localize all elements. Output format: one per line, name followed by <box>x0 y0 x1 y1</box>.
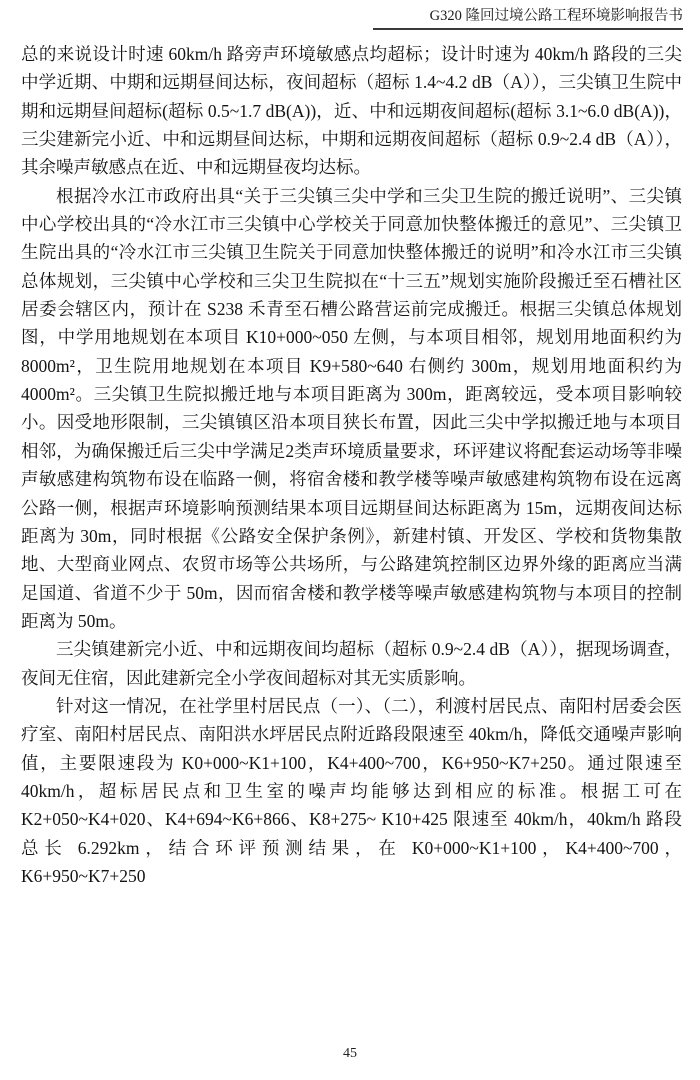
page-number: 45 <box>343 1046 357 1061</box>
page-header <box>373 6 683 30</box>
paragraph: 针对这一情况，在社学里村居民点（一）、（二），利渡村居民点、南阳村居委会医疗室、南阳村居民点、南阳洪水坪居民点附近路段限速至 40km/h，降低交通噪声影响值，主要限速段为 K0+000~K1+100，K4+400~700，K6+950~K7+250。通过限速至 40km/h，超标居民点和卫生室的噪声均能够达到相应的标准。根据工可在 K2+050~K4+020、K4+694~K6+866、K8+275~ K10+425 限速至 40km/h，40km/h 路段总长 6.292km，结合环评预测结果，在 K0+000~K1+100，K4+400~700，K6+950~K7+250 <box>21 695 682 886</box>
paragraph: 总的来说设计时速 60km/h 路旁声环境敏感点均超标；设计时速为 40km/h 路段的三尖中学近期、中期和远期昼间达标，夜间超标（超标 1.4~4.2 dB（A）），三尖镇卫生院中期和远期昼间超标(超标 0.5~1.7 dB(A))，近、中和远期夜间超标(超标 3.1~6.0 dB(A))，三尖建新完小近、中和远期昼间达标，中期和远期夜间超标（超标 0.9~2.4 dB（A）），其余噪声敏感点在近、中和远期昼夜均达标。 <box>21 44 682 178</box>
paragraph: 根据冷水江市政府出具“关于三尖镇三尖中学和三尖卫生院的搬迁说明”、三尖镇中心学校出具的“冷水江市三尖镇中心学校关于同意加快整体搬迁的意见”、三尖镇卫生院出具的“冷水江市三尖镇卫生院关于同意加快整体搬迁的说明”和冷水江市三尖镇总体规划，三尖镇中心学校和三尖卫生院拟在“十三五”规划实施阶段搬迁至石槽社区居委会辖区内，预计在 S238 禾青至石槽公路营运前完成搬迁。根据三尖镇总体规划图，中学用地规划在本项目 K10+000~050 左侧，与本项目相邻，规划用地面积约为 8000m²，卫生院用地规划在本项目 K9+580~640 右侧约 300m，规划用地面积约为 4000m²。三尖镇卫生院拟搬迁地与本项目距离为 300m，距离较远，受本项目影响较小。因受地形限制，三尖镇镇区沿本项目狭长布置，因此三尖中学拟搬迁地与本项目相邻，为确保搬迁后三尖中学满足2类声环境质量要求，环评建议将配套运动场等非噪声敏感建构筑物布设在临路一侧，将宿舍楼和教学楼等噪声敏感建构筑物布设在远离公路一侧，根据声环境影响预测结果本项目远期昼间达标距离为 15m，远期夜间达标距离为 30m，同时根据《公路安全保护条例》，新建村镇、开发区、学校和货物集散地、大型商业网点、农贸市场等公共场所，与公路建筑控制区边界外缘的距离应当满足国道、省道不少于 50m，因而宿舍楼和教学楼等噪声敏感建构筑物与本项目的控制距离为 50m。 <box>21 185 682 631</box>
page-footer <box>0 1046 700 1062</box>
document-body <box>21 40 682 890</box>
header-title: G320 隆回过境公路工程环境影响报告书 <box>429 8 683 24</box>
paragraph: 三尖镇建新完小近、中和远期夜间均超标（超标 0.9~2.4 dB（A）），据现场调查，夜间无住宿，因此建新完全小学夜间超标对其无实质影响。 <box>21 639 682 688</box>
